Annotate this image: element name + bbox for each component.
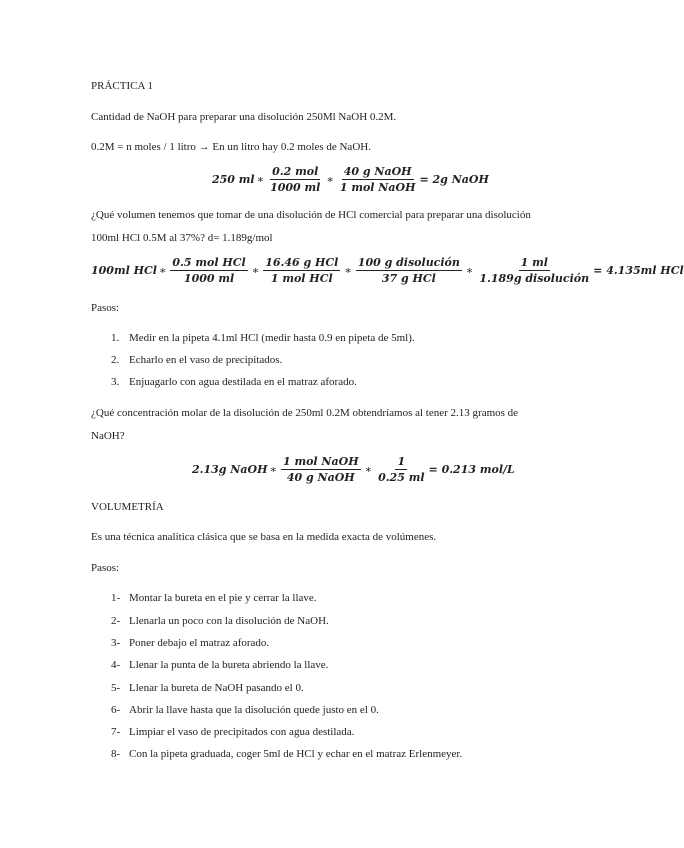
question-concentration-line-2: NaOH? <box>91 430 125 442</box>
eq3-fraction-1: $\frac{\text{1 mol NaOH}}{\text{40 g NaOH}}$ <box>282 455 359 484</box>
list-item: Limpiar el vaso de precipitados con agua destilada. <box>129 726 355 738</box>
equation-naoh-mass: 250 ml ∗ $\frac{\text{0.2 mol}}{1000 ml}$ ∗ $\frac{\text{40 g NaOH}}{\text{1 mol NaOH}}$ = 2g NaOH <box>212 165 489 194</box>
list-item-number: 7- <box>111 726 121 738</box>
list-item: Medir en la pipeta 4.1ml HCl (medir hasta 0.9 en pipeta de 5ml). <box>129 332 415 344</box>
list-item: Con la pipeta graduada, coger 5ml de HCl y echar en el matraz Erlenmeyer. <box>129 748 463 760</box>
eq3-lead: 2.13g NaOH <box>192 463 268 476</box>
list-item-number: 2- <box>111 615 121 627</box>
eq2-fraction-4: $\frac{1 ml}{\text{1.189g disolución}}$ <box>479 256 590 285</box>
list-item: Llenar la punta de la bureta abriendo la llave. <box>129 659 329 671</box>
eq2-result: = 4.135ml HCl <box>593 264 684 277</box>
pasos-label-1: Pasos: <box>91 302 120 314</box>
list-item-number: 1. <box>111 332 120 344</box>
section-heading-volumetria: VOLUMETRÍA <box>91 501 164 513</box>
eq2-fraction-3: $\frac{\text{100 g disolución}}{\text{37 g HCl}}$ <box>357 256 460 285</box>
eq1-result: = 2g NaOH <box>419 173 489 186</box>
eq1-fraction-1: $\frac{\text{0.2 mol}}{1000 ml}$ <box>270 165 321 194</box>
question-hcl-line-2: 100ml HCl 0.5M al 37%? d= 1.189g/mol <box>91 232 273 244</box>
list-item: Abrir la llave hasta que la disolución quede justo en el 0. <box>129 704 379 716</box>
list-item-number: 8- <box>111 748 121 760</box>
equation-molar-concentration: 2.13g NaOH ∗ $\frac{\text{1 mol NaOH}}{\text{40 g NaOH}}$ ∗ $\frac{1}{0.25 ml}$ = 0.213 mol/L <box>192 455 515 484</box>
list-item: Enjuagarlo con agua destilada en el matraz aforado. <box>129 376 357 388</box>
list-item-number: 1- <box>111 592 121 604</box>
paragraph-volumetria-definition: Es una técnica analítica clásica que se basa en la medida exacta de volúmenes. <box>91 531 437 543</box>
eq1-lead: 250 ml <box>212 173 255 186</box>
list-item-number: 6- <box>111 704 121 716</box>
eq2-fraction-1: $\frac{\text{0.5 mol HCl}}{1000 ml}$ <box>172 256 246 285</box>
paragraph-molarity: 0.2M = n moles / 1 litro → En un litro hay 0.2 moles de NaOH. <box>91 141 371 153</box>
question-hcl-line-1: ¿Qué volumen tenemos que tomar de una disolución de HCl comercial para preparar una disolución <box>91 209 531 221</box>
list-item: Montar la bureta en el pie y cerrar la llave. <box>129 592 317 604</box>
paragraph-naoh-amount: Cantidad de NaOH para preparar una disolución 250Ml NaOH 0.2M. <box>91 111 397 123</box>
equation-hcl-volume: 100ml HCl ∗ $\frac{\text{0.5 mol HCl}}{1000 ml}$ ∗ $\frac{\text{16.46 g HCl}}{\text{1 mol HCl}}$ ∗ $\frac{\text{100 g disolución}}{\text{37 g HCl}}$ ∗ $\frac{1 ml}{\text{1.189g disolución}}$ = 4.135ml HCl <box>91 256 684 285</box>
list-item: Echarlo en el vaso de precipitados. <box>129 354 283 366</box>
list-item-number: 3- <box>111 637 121 649</box>
eq3-fraction-2: $\frac{1}{0.25 ml}$ <box>378 455 425 484</box>
list-item: Poner debajo el matraz aforado. <box>129 637 270 649</box>
list-item: Llenarla un poco con la disolución de NaOH. <box>129 615 329 627</box>
question-concentration-line-1: ¿Qué concentración molar de la disolución de 250ml 0.2M obtendríamos al tener 2.13 gramos de <box>91 407 519 419</box>
list-item-number: 4- <box>111 659 121 671</box>
list-item-number: 2. <box>111 354 120 366</box>
eq1-fraction-2: $\frac{\text{40 g NaOH}}{\text{1 mol NaOH}}$ <box>339 165 416 194</box>
eq2-fraction-2: $\frac{\text{16.46 g HCl}}{\text{1 mol HCl}}$ <box>265 256 339 285</box>
eq3-result: = 0.213 mol/L <box>428 463 515 476</box>
section-heading-practica: PRÁCTICA 1 <box>91 80 154 92</box>
list-item: Llenar la bureta de NaOH pasando el 0. <box>129 682 304 694</box>
eq2-lead: 100ml HCl <box>91 264 157 277</box>
list-item-number: 5- <box>111 682 121 694</box>
pasos-label-2: Pasos: <box>91 562 120 574</box>
list-item-number: 3. <box>111 376 120 388</box>
